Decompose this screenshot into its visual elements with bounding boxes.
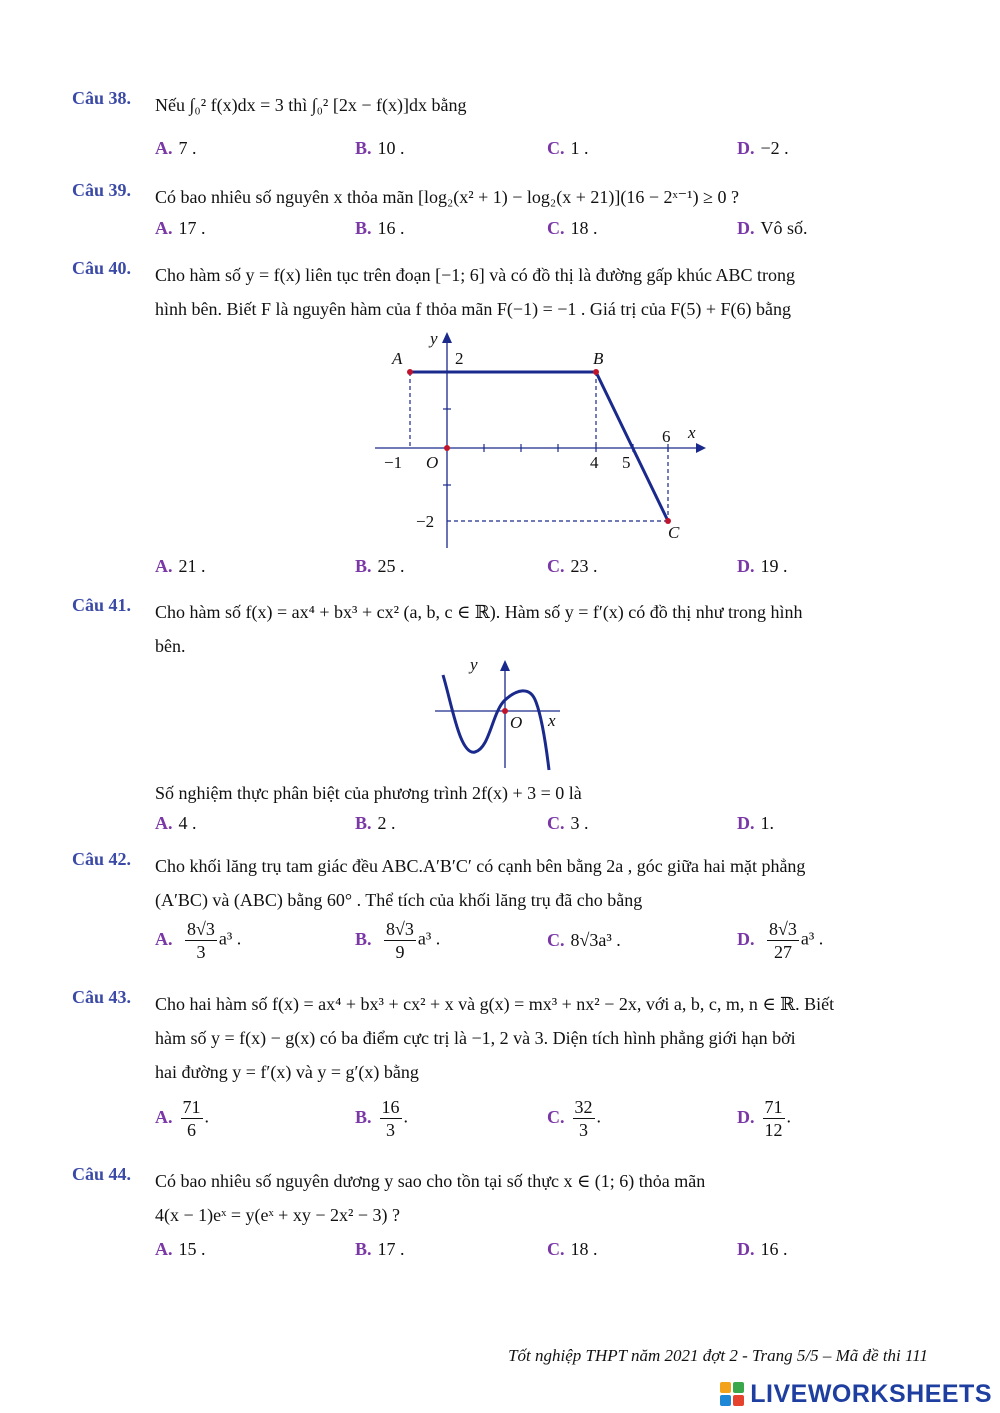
option-value-b[interactable]: 10 . — [377, 138, 405, 158]
option-letter-c[interactable]: C. — [547, 1106, 565, 1127]
label-b: B — [593, 349, 604, 368]
question-line-2: (A′BC) và (ABC) bằng 60° . Thể tích của khối lăng trụ đã cho bằng — [155, 890, 643, 910]
option-letter-b[interactable]: B. — [355, 1106, 372, 1127]
option-value-a[interactable]: 21 . — [178, 556, 206, 576]
option-letter-b[interactable]: B. — [355, 1239, 372, 1259]
question-line-2: hình bên. Biết F là nguyên hàm của f thỏa mãn F(−1) = −1 . Giá trị của F(5) + F(6) bằng — [155, 299, 791, 319]
option-value-a[interactable]: 17 . — [178, 218, 206, 238]
tick-label-2: 2 — [455, 349, 464, 368]
option-letter-c[interactable]: C. — [547, 218, 565, 238]
option-letter-c[interactable]: C. — [547, 930, 565, 950]
answer-row-42: A. $\frac{8√3}{3}$ a³ . B. $\frac{8√3}{9}$ a³ . C. 8√3a³ . D. $\frac{8√3}{27}$ a³ . — [155, 919, 824, 962]
y-axis-arrow — [442, 332, 452, 343]
option-letter-c[interactable]: C. — [547, 138, 565, 158]
answer-row-38 — [155, 138, 935, 164]
question-text: Có bao nhiêu số nguyên x thỏa mãn [log₂(x² + 1) − log₂(x + 21)](16 − 2ˣ⁻¹) ≥ 0 ? — [155, 187, 739, 207]
option-letter-b[interactable]: B. — [355, 813, 372, 833]
option-letter-b[interactable]: B. — [355, 928, 372, 949]
option-letter-a[interactable]: A. — [155, 1239, 173, 1259]
option-value-c[interactable]: 1 . — [570, 138, 589, 158]
label-a: A — [392, 349, 403, 368]
question-label: Câu 43. — [72, 987, 132, 1007]
question-line-2: bên. — [155, 636, 186, 656]
question-label: Câu 44. — [72, 1164, 132, 1184]
tick-label-6: 6 — [662, 427, 671, 446]
option-value-b[interactable]: $\frac{16}{3}$ — [381, 1097, 400, 1140]
question-text: Nếu ∫₀² f(x)dx = 3 thì ∫₀² [2x − f(x)]dx bằng — [155, 95, 467, 115]
graph-q40 — [360, 328, 720, 553]
question-line-1: Cho khối lăng trụ tam giác đều ABC.A′B′C′ có cạnh bên bằng 2a , góc giữa hai mặt phẳng — [155, 856, 806, 876]
option-value-d[interactable]: $\frac{8√3}{27}$ — [769, 919, 797, 962]
option-value-d[interactable]: 1. — [760, 813, 774, 833]
answer-row-44 — [155, 1239, 935, 1265]
derivative-curve — [443, 675, 549, 770]
option-value-d[interactable]: 19 . — [760, 556, 788, 576]
answer-row-40 — [155, 556, 935, 582]
option-value-c[interactable]: 3 . — [570, 813, 589, 833]
option-value-a[interactable]: 4 . — [178, 813, 197, 833]
question-text — [155, 849, 928, 917]
label-o: O — [510, 713, 523, 732]
option-value-a[interactable]: 7 . — [178, 138, 197, 158]
question-label: Câu 41. — [72, 595, 132, 615]
option-letter-b[interactable]: B. — [355, 138, 372, 158]
option-letter-b[interactable]: B. — [355, 218, 372, 238]
label-x: x — [688, 423, 696, 442]
question-text — [155, 987, 928, 1089]
option-value-d[interactable]: −2 . — [760, 138, 789, 158]
option-letter-a[interactable]: A. — [155, 218, 173, 238]
label-x: x — [548, 711, 556, 730]
option-value-a[interactable]: $\frac{8√3}{3}$ — [187, 919, 215, 962]
option-value-a[interactable]: 15 . — [178, 1239, 206, 1259]
option-letter-a[interactable]: A. — [155, 138, 173, 158]
option-letter-c[interactable]: C. — [547, 1239, 565, 1259]
label-y: y — [430, 329, 438, 348]
question-line-1: Cho hai hàm số f(x) = ax⁴ + bx³ + cx² + x và g(x) = mx³ + nx² − 2x, với a, b, c, m, n ∈ ℝ. Biết — [155, 994, 835, 1014]
option-letter-d[interactable]: D. — [737, 813, 755, 833]
option-value-b[interactable]: 17 . — [377, 1239, 405, 1259]
question-line-3: hai đường y = f′(x) và y = g′(x) bằng — [155, 1062, 419, 1082]
option-letter-d[interactable]: D. — [737, 1239, 755, 1259]
option-letter-d[interactable]: D. — [737, 1106, 755, 1127]
graph-q41 — [425, 652, 575, 772]
option-letter-d[interactable]: D. — [737, 556, 755, 576]
question-text — [155, 1164, 928, 1232]
option-letter-d[interactable]: D. — [737, 138, 755, 158]
question-text — [155, 258, 928, 326]
tick-label-minus-2: −2 — [416, 512, 435, 531]
option-value-b[interactable]: 25 . — [377, 556, 405, 576]
option-value-d[interactable]: 16 . — [760, 1239, 788, 1259]
option-letter-c[interactable]: C. — [547, 556, 565, 576]
option-letter-b[interactable]: B. — [355, 556, 372, 576]
brand-name: LIVEWORKSHEETS — [750, 1379, 992, 1408]
tick-label-4: 4 — [590, 453, 599, 472]
answer-row-39 — [155, 218, 935, 244]
point-o — [502, 708, 508, 714]
option-letter-a[interactable]: A. — [155, 556, 173, 576]
question-line-1: Cho hàm số f(x) = ax⁴ + bx³ + cx² (a, b, c ∈ ℝ). Hàm số y = f′(x) có đồ thị như trong hình — [155, 602, 803, 622]
y-axis-arrow — [500, 660, 510, 671]
question-line-2: hàm số y = f(x) − g(x) có ba điểm cực trị là −1, 2 và 3. Diện tích hình phẳng giới hạn bởi — [155, 1028, 796, 1048]
answer-row-41 — [155, 813, 935, 839]
option-value-c[interactable]: $\frac{32}{3}$ — [574, 1097, 593, 1140]
question-line-1: Cho hàm số y = f(x) liên tục trên đoạn [−1; 6] và có đồ thị là đường gấp khúc ABC trong — [155, 265, 795, 285]
option-letter-a[interactable]: A. — [155, 1106, 173, 1127]
tick-label-minus-1: −1 — [384, 453, 403, 472]
point-a — [407, 369, 413, 375]
label-c: C — [668, 523, 680, 542]
brand-logo — [720, 1379, 992, 1409]
label-o: O — [426, 453, 439, 472]
option-letter-d[interactable]: D. — [737, 218, 755, 238]
question-line-3: Số nghiệm thực phân biệt của phương trình 2f(x) + 3 = 0 là — [155, 783, 582, 803]
option-value-c[interactable]: 8√3a³ . — [570, 930, 621, 950]
option-value-a[interactable]: $\frac{71}{6}$ — [182, 1097, 201, 1140]
liveworksheets-icon — [720, 1382, 744, 1406]
question-line-2: 4(x − 1)eˣ = y(eˣ + xy − 2x² − 3) ? — [155, 1205, 401, 1225]
question-label: Câu 40. — [72, 258, 132, 278]
option-value-c[interactable]: 23 . — [570, 556, 598, 576]
option-letter-a[interactable]: A. — [155, 813, 173, 833]
option-value-d[interactable]: $\frac{71}{12}$ — [764, 1097, 783, 1140]
option-value-d[interactable]: Vô số. — [760, 218, 808, 238]
ticks — [443, 409, 668, 485]
option-letter-d[interactable]: D. — [737, 928, 755, 949]
question-line-1: Có bao nhiêu số nguyên dương y sao cho tồn tại số thực x ∈ (1; 6) thỏa mãn — [155, 1171, 706, 1191]
option-value-c[interactable]: 18 . — [570, 1239, 598, 1259]
question-label: Câu 38. — [72, 88, 132, 108]
option-value-c[interactable]: 18 . — [570, 218, 598, 238]
label-y: y — [470, 655, 478, 674]
option-letter-a[interactable]: A. — [155, 928, 173, 949]
point-o — [444, 445, 450, 451]
option-value-b[interactable]: $\frac{8√3}{9}$ — [386, 919, 414, 962]
option-value-b[interactable]: 16 . — [377, 218, 405, 238]
x-axis-arrow — [696, 443, 706, 453]
question-label: Câu 42. — [72, 849, 132, 869]
question-label: Câu 39. — [72, 180, 132, 200]
answer-row-43: A. $\frac{71}{6}$ . B. $\frac{16}{3}$ . C. $\frac{32}{3}$ . D. $\frac{71}{12}$ . — [155, 1097, 791, 1140]
option-letter-c[interactable]: C. — [547, 813, 565, 833]
tick-label-5: 5 — [622, 453, 631, 472]
option-value-b[interactable]: 2 . — [377, 813, 396, 833]
page-footer: Tốt nghiệp THPT năm 2021 đợt 2 - Trang 5/5 – Mã đề thi 111 — [508, 1346, 928, 1365]
point-b — [593, 369, 599, 375]
